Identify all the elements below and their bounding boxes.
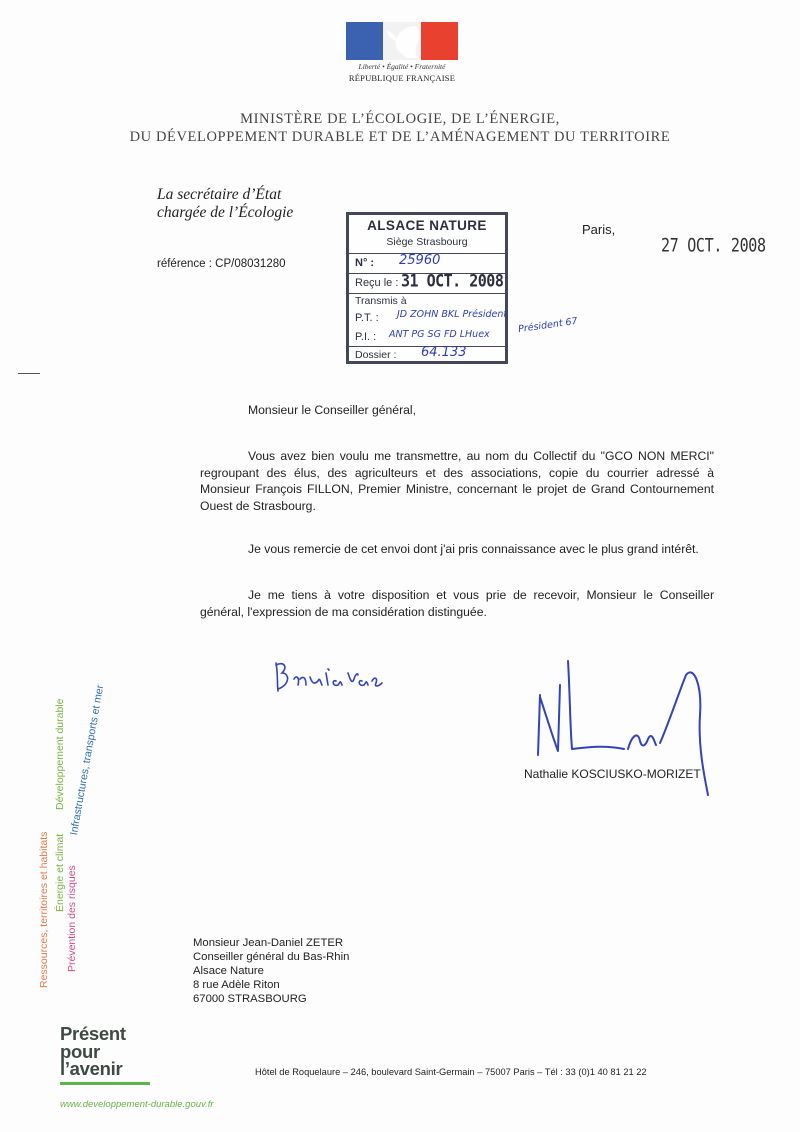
theme-energy: Énergie et climat <box>54 833 66 912</box>
sender-title-line1: La secrétaire d’État <box>157 186 282 203</box>
marianne-logo <box>346 22 458 60</box>
stamp-number-label: N° : <box>355 257 375 269</box>
marianne-profile-icon <box>346 22 458 60</box>
theme-sustainable-development: Développement durable <box>54 698 66 810</box>
signer-name: Nathalie KOSCIUSKO-MORIZET <box>524 767 701 781</box>
recipient-street: 8 rue Adèle Riton <box>193 979 280 991</box>
handwritten-note-drawing <box>270 655 390 700</box>
ministry-title-line2: DU DÉVELOPPEMENT DURABLE ET DE L’AMÉNAGEMENT DU TERRITOIRE <box>129 129 671 145</box>
footer-address: Hôtel de Roquelaure – 246, boulevard Saint-Germain – 75007 Paris – Tél : 33 (0)1 40 81 21 22 <box>255 1067 647 1077</box>
stamp-received-label: Reçu le : <box>355 277 399 289</box>
stamp-transmis-label: Transmis à <box>355 295 407 307</box>
paragraph-1: Vous avez bien voulu me transmettre, au nom du Collectif du "GCO NON MERCI" regroupant des élus, des agriculteurs et des associations, copie du courrier adressé à Monsieur François FILLON, Premier Ministre, concernant le projet de Grand Contournement Ouest de Strasbourg. <box>200 449 714 513</box>
letter-date: 27 OCT. 2008 <box>661 233 766 257</box>
recipient-organization: Alsace Nature <box>193 965 264 977</box>
stamp-pt-value: JD ZOHN BKL Président <box>397 309 508 320</box>
reference: référence : CP/08031280 <box>157 258 286 270</box>
stamp-row-received <box>349 270 505 294</box>
signature <box>528 655 718 810</box>
website-link[interactable]: www.developpement-durable.gouv.fr <box>60 1099 214 1110</box>
theme-risks: Prévention des risques <box>66 865 78 972</box>
stamp-pi-value: ANT PG SG FD LHuex <box>389 329 490 340</box>
recipient-title: Conseiller général du Bas-Rhin <box>193 951 350 963</box>
ministry-title-line1: MINISTÈRE DE L’ÉCOLOGIE, DE L’ÉNERGIE, <box>240 111 560 127</box>
stamp-dossier-value: 64.133 <box>421 345 467 360</box>
stamp-number-value: 25960 <box>399 253 441 268</box>
stamp-title: ALSACE NATURE <box>367 218 487 233</box>
stamp-dossier-label: Dossier : <box>355 349 397 361</box>
received-stamp <box>346 212 508 364</box>
stamp-pt-label: P.T. : <box>355 312 379 324</box>
letter-place: Paris, <box>582 222 616 237</box>
recipient-city: 67000 STRASBOURG <box>193 993 307 1005</box>
fold-mark <box>18 373 40 374</box>
paragraph-2: Je vous remercie de cet envoi dont j'ai pris connaissance avec le plus grand intérêt. <box>248 542 699 556</box>
theme-infrastructure: Infrastructures, transports et mer <box>68 684 107 837</box>
slogan-line2: pour <box>60 1040 100 1062</box>
stamp-received-value: 31 OCT. 2008 <box>401 270 504 292</box>
slogan-line1: Présent <box>60 1023 126 1044</box>
republic-name: RÉPUBLIQUE FRANÇAISE <box>348 73 456 83</box>
stamp-pi-label: P.I. : <box>355 331 377 343</box>
handwritten-note <box>270 655 390 705</box>
signature-drawing <box>528 655 718 805</box>
stamp-row-dossier <box>349 346 505 365</box>
slogan <box>60 1025 126 1078</box>
recipient-address <box>193 936 349 1006</box>
greeting: Monsieur le Conseiller général, <box>248 403 417 417</box>
slogan-line3: l’avenir <box>60 1058 123 1079</box>
theme-resources: Ressources, territoires et habitats <box>38 831 50 988</box>
republic-motto: Liberté • Égalité • Fraternité <box>358 62 446 71</box>
stamp-subtitle: Siège Strasbourg <box>386 236 468 248</box>
recipient-name: Monsieur Jean-Daniel ZETER <box>193 937 344 949</box>
sender-title-line2: chargée de l’Écologie <box>157 204 294 221</box>
slogan-underline <box>60 1082 150 1085</box>
paragraph-3: Je me tiens à votre disposition et vous prie de recevoir, Monsieur le Conseiller général, l'expression de ma considération distinguée. <box>200 588 714 619</box>
stamp-pt-overflow: Président 67 <box>517 315 579 336</box>
